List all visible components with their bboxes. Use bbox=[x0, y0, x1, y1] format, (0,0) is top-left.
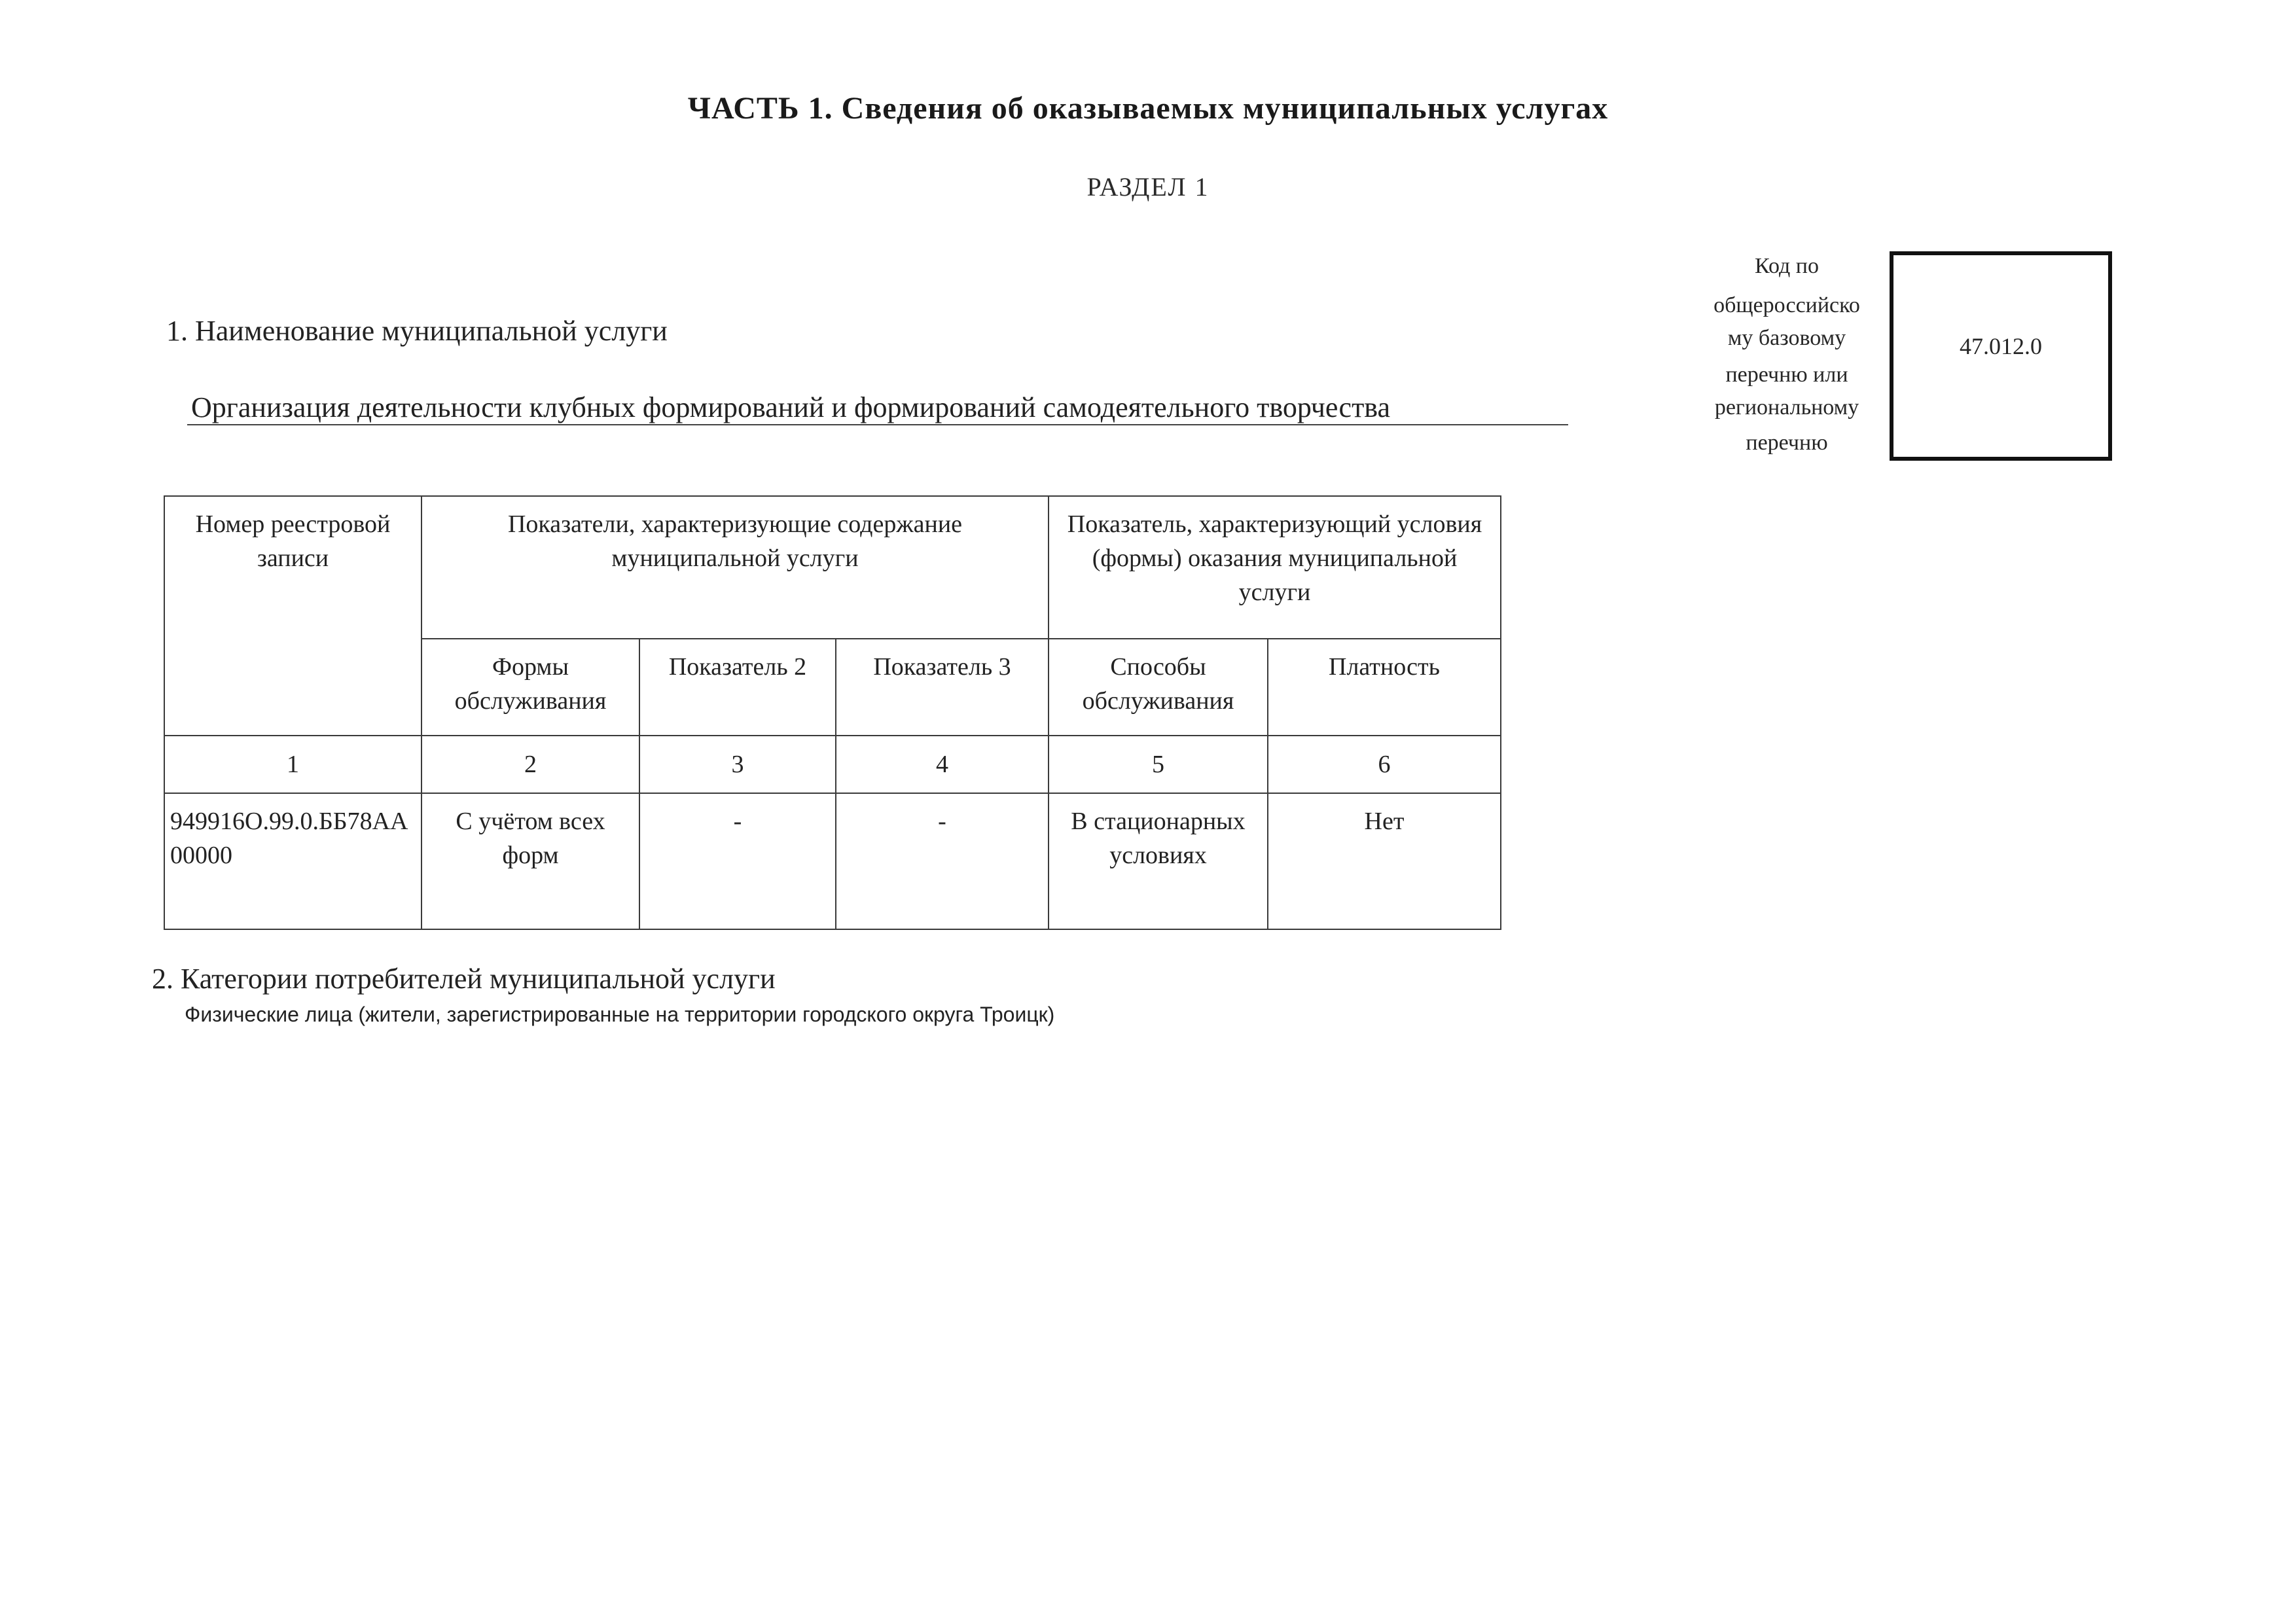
cell-registry-number: 949916О.99.0.ББ78АА00000 bbox=[164, 793, 422, 929]
service-name-value: Организация деятельности клубных формирований и формирований самодеятельного творчества bbox=[191, 391, 1391, 423]
column-number: 6 bbox=[1268, 736, 1501, 793]
table-header-row bbox=[164, 496, 1501, 639]
subheader-service-methods: Способы обслуживания bbox=[1049, 639, 1268, 736]
code-label-line: региональному bbox=[1714, 395, 1859, 419]
column-number: 2 bbox=[422, 736, 639, 793]
subheader-indicator-2: Показатель 2 bbox=[639, 639, 836, 736]
code-label-line: Код по bbox=[1755, 254, 1819, 278]
subheader-payment: Платность bbox=[1268, 639, 1501, 736]
subheader-service-forms: Формы обслуживания bbox=[422, 639, 639, 736]
subheader-indicator-3: Показатель 3 bbox=[836, 639, 1049, 736]
section-heading: РАЗДЕЛ 1 bbox=[1086, 172, 1210, 202]
table-row bbox=[164, 793, 1501, 929]
page-title: ЧАСТЬ 1. Сведения об оказываемых муниципальных услугах bbox=[687, 91, 1609, 126]
code-label-line: перечню или bbox=[1725, 363, 1848, 387]
registry-table bbox=[164, 495, 1501, 930]
service-name-underline bbox=[187, 424, 1568, 425]
column-number: 1 bbox=[164, 736, 422, 793]
consumer-category-label: 2. Категории потребителей муниципальной услуги bbox=[152, 963, 776, 995]
header-registry-number: Номер реестровой записи bbox=[164, 496, 422, 736]
cell-indicator-2: - bbox=[639, 793, 836, 929]
column-number: 4 bbox=[836, 736, 1049, 793]
code-value-box bbox=[1890, 251, 2112, 461]
header-content-indicators: Показатели, характеризующие содержание муниципальной услуги bbox=[422, 496, 1049, 639]
code-label-line: му базовому bbox=[1727, 326, 1846, 350]
code-label bbox=[1676, 250, 1898, 459]
code-label-line: общероссийско bbox=[1713, 293, 1860, 317]
cell-indicator-3: - bbox=[836, 793, 1049, 929]
consumer-category-value: Физические лица (жители, зарегистрированные на территории городского округа Троицк) bbox=[185, 1003, 1055, 1026]
table-number-row bbox=[164, 736, 1501, 793]
code-label-line: перечню bbox=[1746, 431, 1828, 455]
cell-payment: Нет bbox=[1268, 793, 1501, 929]
service-name-label: 1. Наименование муниципальной услуги bbox=[166, 315, 668, 347]
cell-service-methods: В стационарных условиях bbox=[1049, 793, 1268, 929]
column-number: 3 bbox=[639, 736, 836, 793]
cell-service-forms: С учётом всех форм bbox=[422, 793, 639, 929]
code-value: 47.012.0 bbox=[1960, 333, 2042, 359]
header-condition-indicators: Показатель, характеризующий условия (формы) оказания муниципальной услуги bbox=[1049, 496, 1501, 639]
column-number: 5 bbox=[1049, 736, 1268, 793]
